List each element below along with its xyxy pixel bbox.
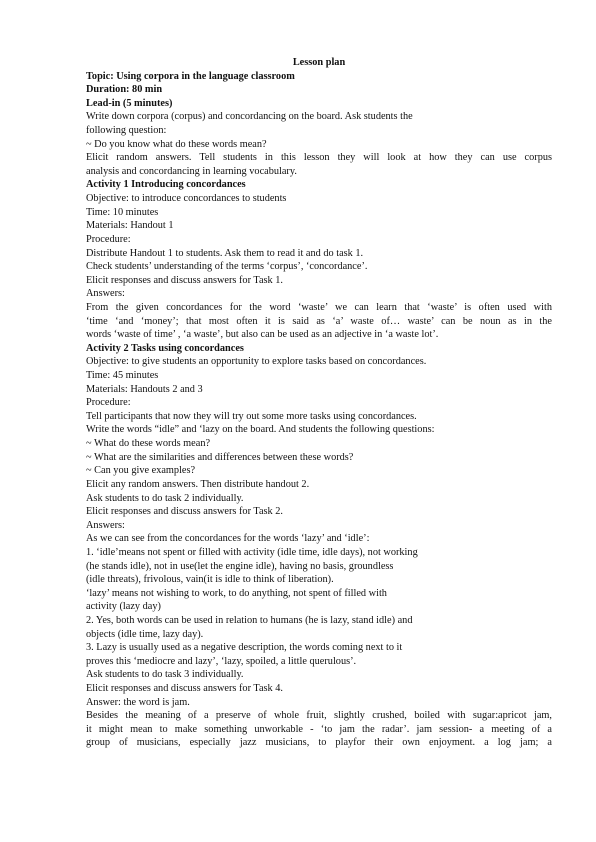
text-line: Objective: to give students an opportunity to explore tasks based on concordances. bbox=[86, 356, 427, 368]
text-line: Check students’ understanding of the terms ‘corpus’, ‘concordance’. bbox=[86, 261, 368, 273]
text-line: group of musicians, especially jazz musicians, to playfor their own enjoyment. a log jam; a bbox=[86, 737, 552, 749]
text-line: Answer: the word is jam. bbox=[86, 696, 190, 708]
text-line: 3. Lazy is usually used as a negative description, the words coming next to it bbox=[86, 642, 403, 654]
text-line: it might mean to make something unworkable - ‘to jam the radar’. jam session- a meeting of a bbox=[86, 723, 552, 735]
text-line: Elicit responses and discuss answers for Task 4. bbox=[86, 683, 283, 695]
text-line: Ask students to do task 3 individually. bbox=[86, 669, 244, 681]
document-body bbox=[86, 70, 552, 750]
text-line: Answers: bbox=[86, 288, 125, 300]
text-line: As we can see from the concordances for the words ‘lazy’ and ‘idle’: bbox=[86, 533, 370, 545]
text-line: ‘lazy’ means not wishing to work, to do anything, not spent of filled with bbox=[86, 587, 387, 599]
text-line: proves this ‘mediocre and lazy’, ‘lazy, spoiled, a little querulous’. bbox=[86, 655, 357, 667]
text-line: Tell participants that now they will try out some more tasks using concordances. bbox=[86, 410, 417, 422]
text-line: 1. ‘idle’means not spent or filled with activity (idle time, idle days), not working bbox=[86, 546, 418, 558]
text-line: (idle threats), frivolous, vain(it is idle to think of liberation). bbox=[86, 574, 334, 586]
document-page bbox=[86, 56, 552, 750]
text-line: ~ Do you know what do these words mean? bbox=[86, 138, 267, 150]
text-line: following question: bbox=[86, 125, 167, 137]
text-line: ~ Can you give examples? bbox=[86, 465, 196, 477]
text-line: ~ What are the similarities and differences between these words? bbox=[86, 451, 354, 463]
text-line: Answers: bbox=[86, 519, 125, 531]
text-line: Lead-in (5 minutes) bbox=[86, 97, 173, 109]
text-line: Elicit responses and discuss answers for Task 2. bbox=[86, 506, 283, 518]
text-line: Ask students to do task 2 individually. bbox=[86, 492, 244, 504]
text-line: Besides the meaning of a preserve of whole fruit, slightly crushed, boiled with sugar:apricot jam, bbox=[86, 710, 552, 722]
text-line: Duration: 80 min bbox=[86, 84, 163, 96]
text-line: Topic: Using corpora in the language classroom bbox=[86, 70, 295, 82]
text-line: ~ What do these words mean? bbox=[86, 438, 211, 450]
text-line: Elicit any random answers. Then distribute handout 2. bbox=[86, 478, 310, 490]
text-line: Elicit responses and discuss answers for Task 1. bbox=[86, 274, 283, 286]
text-line: (he stands idle), not in use(let the engine idle), having no basis, groundless bbox=[86, 560, 394, 572]
text-line: Time: 45 minutes bbox=[86, 370, 159, 382]
text-line: Procedure: bbox=[86, 397, 131, 409]
document-title: Lesson plan bbox=[292, 57, 346, 68]
text-line: Activity 2 Tasks using concordances bbox=[86, 342, 244, 354]
text-line: activity (lazy day) bbox=[86, 601, 161, 613]
text-line: From the given concordances for the word ‘waste’ we can learn that ‘waste’ is often used with bbox=[86, 301, 552, 313]
text-line: words ‘waste of time’ , ‘a waste’, but also can be used as an adjective in ‘a waste lot’. bbox=[86, 329, 439, 341]
text-line: Write the words “idle” and ‘lazy on the board. And students the following questions: bbox=[86, 424, 435, 436]
text-line: Materials: Handouts 2 and 3 bbox=[86, 383, 203, 395]
text-line: Activity 1 Introducing concordances bbox=[86, 179, 246, 191]
text-line: Elicit random answers. Tell students in this lesson they will look at how they can use corpus bbox=[86, 152, 552, 164]
text-line: Distribute Handout 1 to students. Ask them to read it and do task 1. bbox=[86, 247, 364, 259]
text-line: Objective: to introduce concordances to students bbox=[86, 193, 287, 205]
text-line: analysis and concordancing in learning vocabulary. bbox=[86, 165, 297, 177]
text-line: Procedure: bbox=[86, 233, 131, 245]
text-line: Write down corpora (corpus) and concordancing on the board. Ask students the bbox=[86, 111, 413, 123]
text-line: Time: 10 minutes bbox=[86, 206, 159, 218]
text-line: objects (idle time, lazy day). bbox=[86, 628, 204, 640]
text-line: ‘time ‘and ‘money’; that most often it is said as ‘a’ waste of… waste’ can be noun as in the bbox=[86, 315, 552, 327]
text-line: Materials: Handout 1 bbox=[86, 220, 174, 232]
text-line: 2. Yes, both words can be used in relation to humans (he is lazy, stand idle) and bbox=[86, 614, 413, 626]
